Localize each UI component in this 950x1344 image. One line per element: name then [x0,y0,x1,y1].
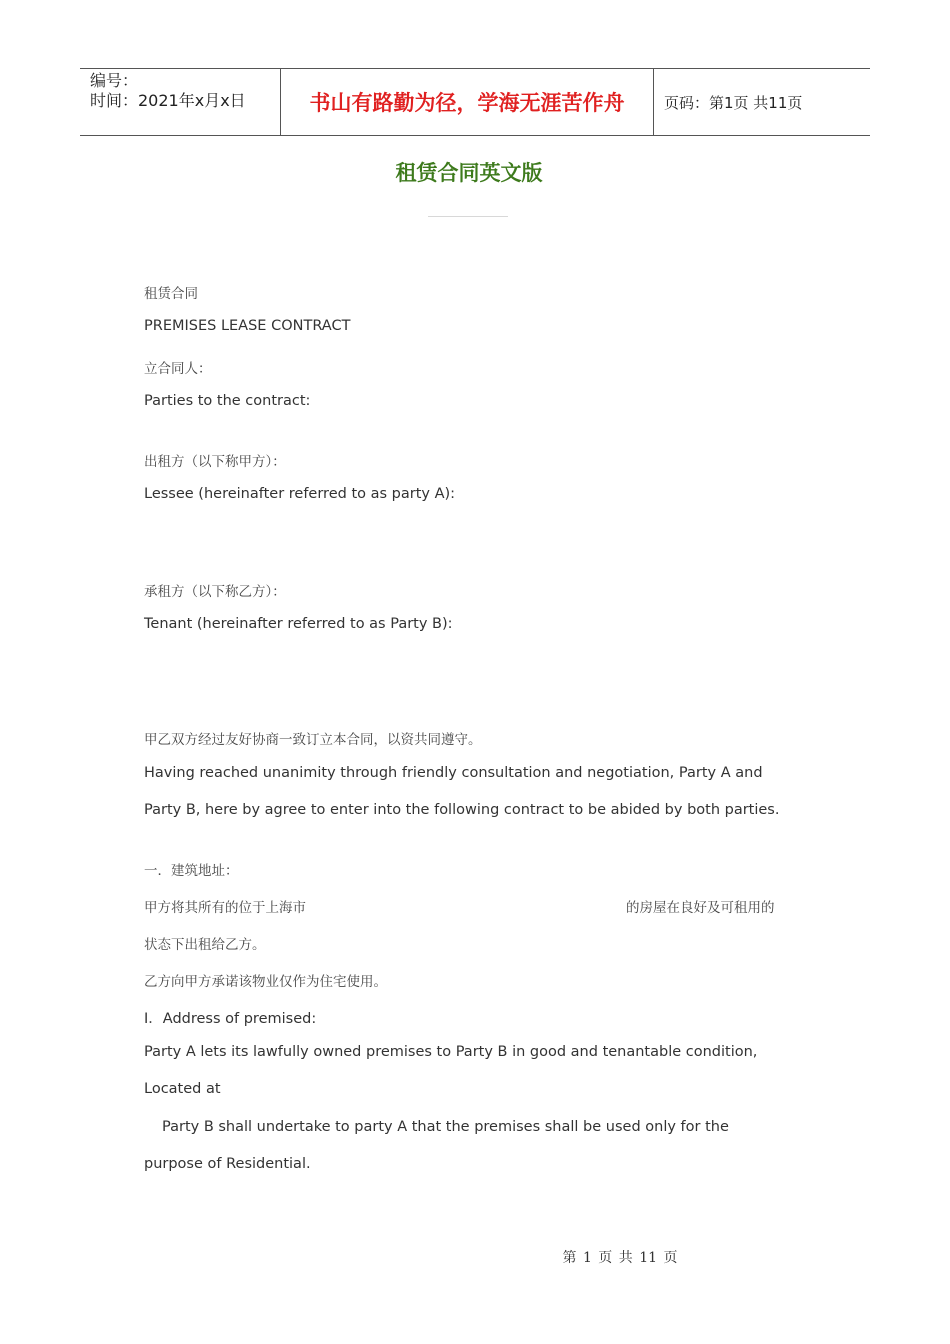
text-line: 承租方（以下称乙方）： [144,584,286,600]
page-header [80,68,870,136]
header-motto: 书山有路勤为径，学海无涯苦作舟 [281,69,654,135]
text-line: purpose of Residential. [144,1156,311,1172]
time-label: 时间：2021年x月x日 [90,91,246,110]
text-line: 租赁合同 [144,286,198,302]
header-page-info: 页码：第1页 共11页 [664,93,803,112]
text-line: Lessee (hereinafter referred to as party A): [144,486,456,502]
text-line: 乙方向甲方承诺该物业仅作为住宅使用。 [144,974,387,990]
title-divider [428,216,508,217]
text-line: PREMISES LEASE CONTRACT [144,318,351,334]
text-line: 出租方（以下称甲方）： [144,454,286,470]
text-line: 的房屋在良好及可租用的 [626,900,775,916]
text-line: Party B, here by agree to enter into the following contract to be abided by both parties. [144,802,780,818]
text-line: 一．建筑地址： [144,863,239,879]
document-title: 租赁合同英文版 [395,160,543,185]
text-line: 甲乙双方经过友好协商一致订立本合同，以资共同遵守。 [144,732,482,748]
text-line: Having reached unanimity through friendly consultation and negotiation, Party A and [144,765,763,781]
text-line: Tenant (hereinafter referred to as Party B): [144,616,453,632]
serial-label: 编号： [90,71,139,90]
text-line: Party A lets its lawfully owned premises to Party B in good and tenantable condition, [144,1044,758,1060]
text-line: Ⅰ．Address of premised: [144,1011,317,1027]
text-line: 甲方将其所有的位于上海市 [144,900,306,916]
text-line: Party B shall undertake to party A that the premises shall be used only for the [162,1119,729,1135]
text-line: 状态下出租给乙方。 [144,937,266,953]
page-footer: 第 1 页 共 11 页 [562,1250,678,1266]
text-line: Parties to the contract: [144,393,311,409]
text-line: 立合同人： [144,361,212,377]
header-meta [80,69,281,135]
text-line: Located at [144,1081,221,1097]
